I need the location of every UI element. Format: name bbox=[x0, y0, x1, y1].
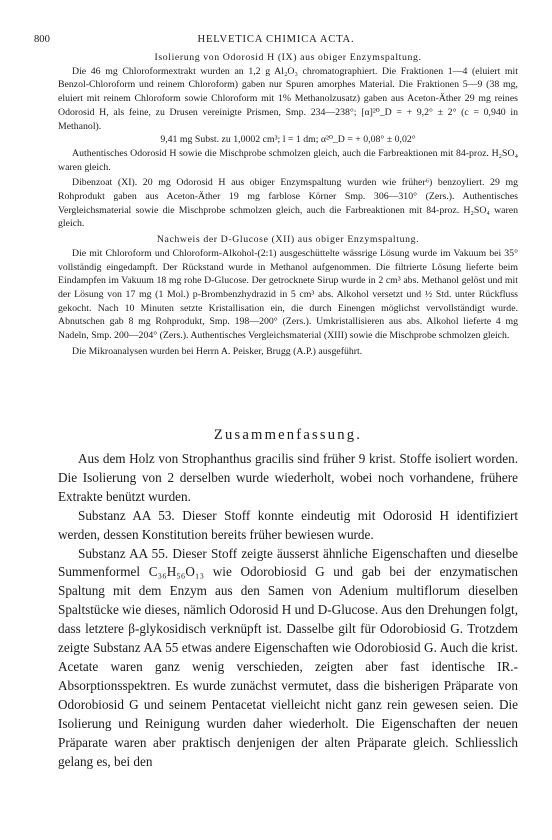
section-heading: Isolierung von Odorosid H (IX) aus obiger Enzymspaltung. bbox=[154, 52, 422, 63]
experimental-paragraph: Die Mikroanalysen wurden bei Herrn A. Peisker, Brugg (A.P.) ausgeführt. bbox=[72, 345, 363, 357]
summary-paragraph: Substanz AA 53. Dieser Stoff konnte eindeutig mit Odorosid H identifiziert werden, dessen Konstitution bereits früher bewiesen wurde. bbox=[58, 507, 518, 542]
journal-title: HELVETICA CHIMICA ACTA. bbox=[197, 34, 355, 45]
experimental-paragraph: Die mit Chloroform und Chloroform-Alkohol-(2:1) ausgeschüttelte wässrige Lösung wurde im Vakuum bei 35° vollständig eingedampft. Der Rückstand wurde in Methanol aufgenommen. Die filtrierte Lösung lieferte beim Eindampfen im Vakuum 18 mg rohe D-Glucose. Der getrocknete Sirup wurde in 2 cm³ abs. Methanol gelöst und mit der Lösung von 17 mg (1 Mol.) p-Brombenzhydrazid in 5 cm³ abs. Alkohol versetzt und ½ Std. unter Rückfluss gekocht. Nach 10 Minuten setzte Kristallisation ein, die durch Einengen möglichst vervollständigt wurde. Abnutschen gab 8 mg Rohprodukt, Smp. 198—200° (Zers.). Umkristallisieren aus abs. Alkohol lieferte 4 mg Nadeln, Smp. 200—204° (Zers.). Authentisches Vergleichsmaterial (XIII) sowie die Mischprobe schmolzen gleich. bbox=[58, 247, 518, 342]
experimental-paragraph: Die 46 mg Chloroformextrakt wurden an 1,2 g Al₂O₃ chromatographiert. Die Fraktionen 1—4 (eluiert mit Benzol-Chloroform und reinem Chloroform) gaben nur Spuren amorphes Material. Die Fraktionen 5—9 (38 mg, eluiert mit reinem Chloroform sowie Chloroform mit 1% Methanolzusatz) gaben aus Aceton-Äther 29 mg reines Odorosid H, als feine, zu Drusen vereinigte Prismen, Smp. 234—238°; [α]²⁰_D = + 9,2° ± 2° (c = 0,940 in Methanol). bbox=[58, 65, 518, 132]
page-number: 800 bbox=[34, 34, 50, 45]
experimental-paragraph: Authentisches Odorosid H sowie die Mischprobe schmolzen gleich, auch die Farbreaktionen mit 84-proz. H₂SO₄ waren gleich. bbox=[58, 147, 518, 173]
page-header bbox=[34, 33, 518, 47]
summary-paragraph: Substanz AA 55. Dieser Stoff zeigte äusserst ähnliche Eigenschaften und dieselbe Summenformel C₃₆H₅₆O₁₃ wie Odorobiosid G und gab bei der enzymatischen Spaltung mit dem Enzym aus den Samen von Adenium multiflorum dieselben Spaltstücke wie dieses, nämlich Odorosid H und D-Glucose. Aus den Drehungen folgt, dass letztere β-glykosidisch verknüpft ist. Dasselbe gilt für Odorobiosid G. Trotzdem zeigte Substanz AA 55 etwas andere Eigenschaften wie Odorobiosid G. Auch die krist. Acetate waren ganz wenig verschieden, zeigten aber fast identische IR.-Absorptionsspektren. Es wurde zunächst vermutet, dass die bisherigen Präparate von Odorobiosid G und seinem Pentacetat vielleicht nicht ganz rein gewesen seien. Die Isolierung und Reinigung wurden daher wiederholt. Die Eigenschaften der neuen Präparate waren aber praktisch denjenigen der alten Präparate gleich. Schliesslich gelang es, bei den bbox=[58, 545, 518, 769]
summary-section bbox=[58, 425, 518, 771]
summary-paragraph: Aus dem Holz von Strophanthus gracilis sind früher 9 krist. Stoffe isoliert worden. Die Isolierung von 2 derselben wurde wiederholt, wobei noch vorhandene, frühere Extrakte benützt wurden. bbox=[58, 451, 518, 504]
experimental-paragraph: 9,41 mg Subst. zu 1,0002 cm³; l = 1 dm; α²⁰_D = + 0,08° ± 0,02° bbox=[160, 134, 416, 146]
experimental-paragraph: Dibenzoat (XI). 20 mg Odorosid H aus obiger Enzymspaltung wurden wie früher⁶) benzoyliert. 29 mg Rohprodukt gaben aus Aceton-Äther 19 mg farblose Körner Smp. 306—310° (Zers.). Authentisches Vergleichsmaterial sowie die Mischprobe schmolzen gleich, auch die Farbreaktionen mit 84-proz. H₂SO₄ waren gleich. bbox=[58, 177, 518, 230]
experimental-section bbox=[58, 51, 518, 358]
summary-heading: Zusammenfassung. bbox=[213, 427, 363, 443]
section-heading: Nachweis der D-Glucose (XII) aus obiger Enzymspaltung. bbox=[156, 234, 420, 246]
summary-body bbox=[58, 450, 518, 771]
